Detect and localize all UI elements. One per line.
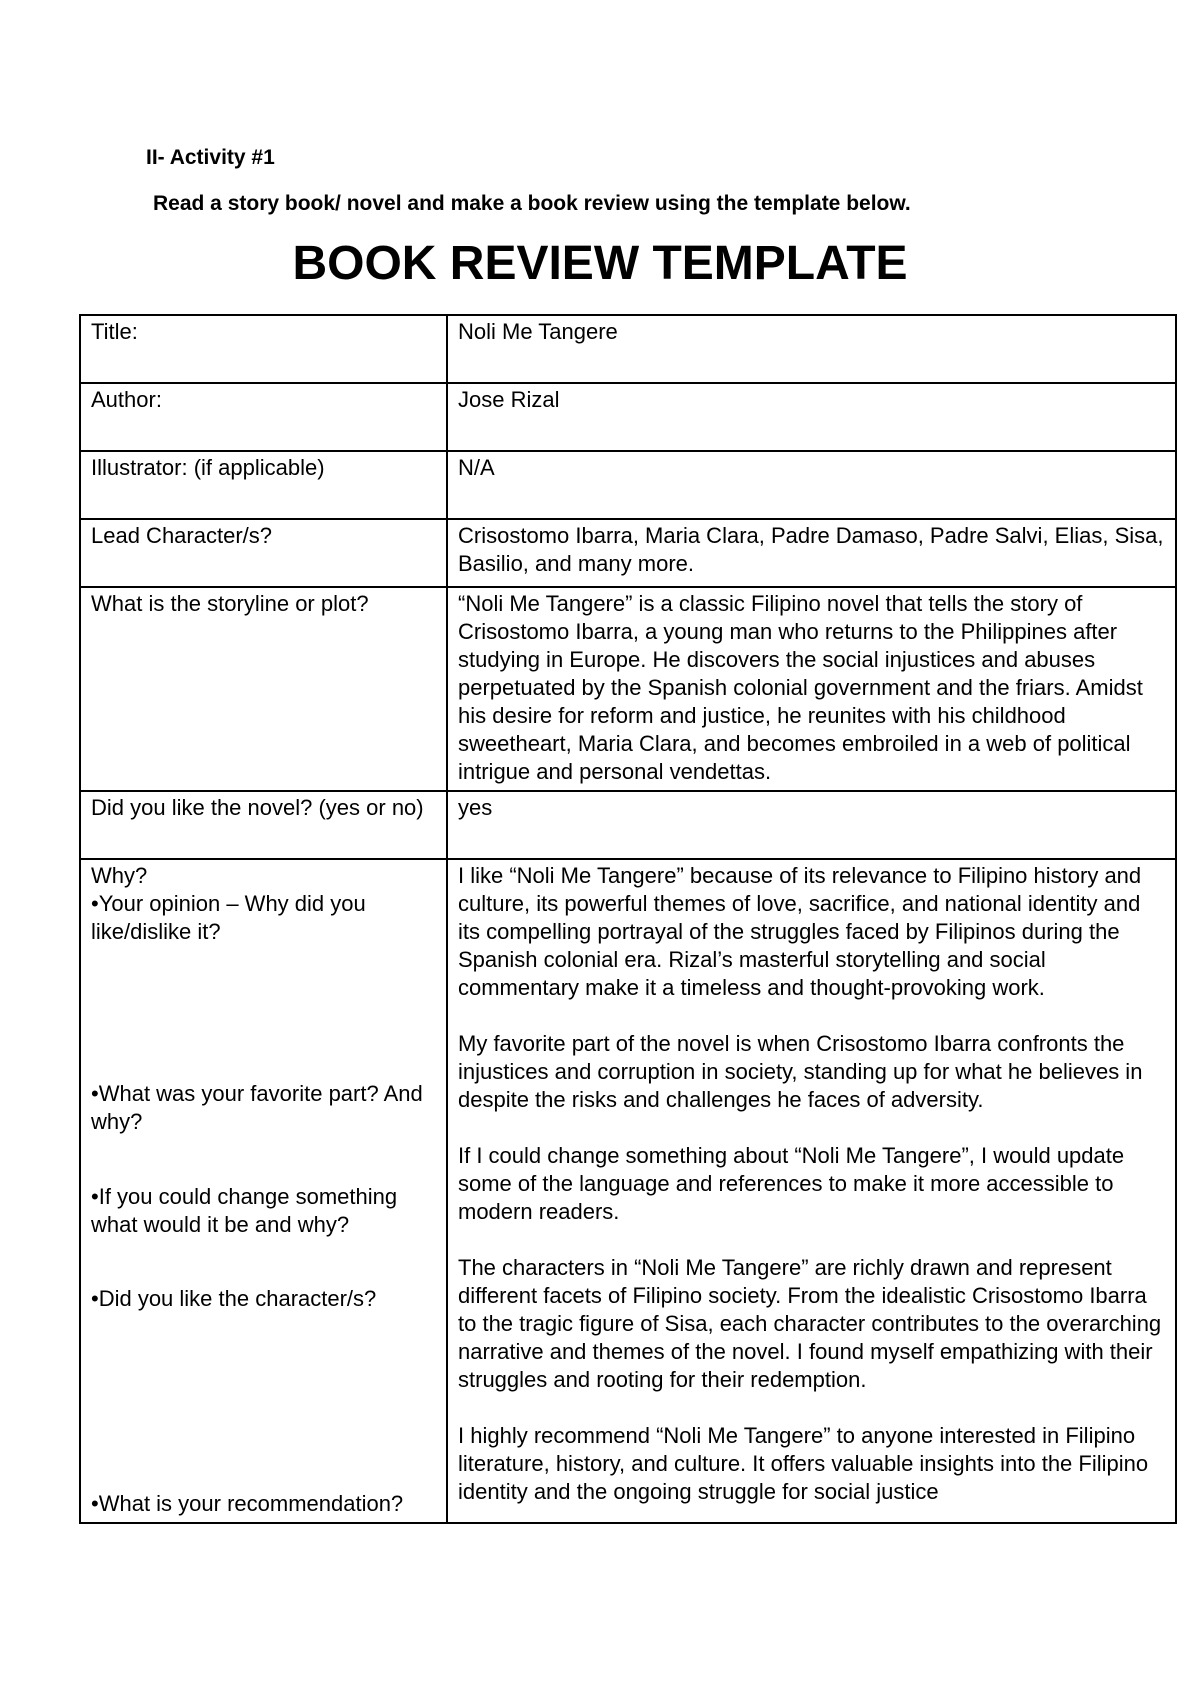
table-row [80, 859, 1176, 1523]
activity-heading: II- Activity #1 [146, 146, 275, 169]
label-author: Author: [80, 383, 447, 451]
value-illustrator: N/A [447, 451, 1176, 519]
question-opinion: • Your opinion – Why did you like/dislike it? [91, 890, 436, 1080]
value-plot: “Noli Me Tangere” is a classic Filipino novel that tells the story of Crisostomo Ibarra, a young man who returns to the Philippines after studying in Europe. He discovers the social injustices and abuses perpetuated by the Spanish colonial government and the friars. Amidst his desire for reform and justice, he reunites with his childhood sweetheart, Maria Clara, and becomes embroiled in a web of political intrigue and personal vendettas. [447, 587, 1176, 791]
table-row [80, 383, 1176, 451]
table-row [80, 519, 1176, 587]
question-recommend: • What is your recommendation? [91, 1490, 436, 1518]
table-row [80, 315, 1176, 383]
answer-favorite: My favorite part of the novel is when Crisostomo Ibarra confronts the injustices and corruption in society, standing up for what he believes in despite the risks and challenges he faces of adversity. [458, 1031, 1143, 1112]
label-plot: What is the storyline or plot? [80, 587, 447, 791]
label-lead-characters: Lead Character/s? [80, 519, 447, 587]
label-title: Title: [80, 315, 447, 383]
table-row [80, 791, 1176, 859]
document-title: BOOK REVIEW TEMPLATE [292, 237, 908, 290]
table-row [80, 587, 1176, 791]
question-characters: • Did you like the character/s? [91, 1285, 436, 1490]
answer-recommend: I highly recommend “Noli Me Tangere” to anyone interested in Filipino literature, history, and culture. It offers valuable insights into the Filipino identity and the ongoing struggle for social justice [458, 1423, 1149, 1504]
answer-characters: The characters in “Noli Me Tangere” are richly drawn and represent different facets of Filipino society. From the idealistic Crisostomo Ibarra to the tragic figure of Sisa, each character contributes to the overarching narrative and themes of the novel. I found myself empathizing with their struggles and rooting for their redemption. [458, 1255, 1162, 1392]
table-row [80, 451, 1176, 519]
book-review-table [79, 314, 1177, 1524]
answer-change: If I could change something about “Noli Me Tangere”, I would update some of the language and references to make it more accessible to modern readers. [458, 1143, 1125, 1224]
why-answers-cell [447, 859, 1176, 1523]
label-illustrator: Illustrator: (if applicable) [80, 451, 447, 519]
answer-opinion: I like “Noli Me Tangere” because of its relevance to Filipino history and culture, its powerful themes of love, sacrifice, and national identity and its compelling portrayal of the struggles faced by Filipinos during the Spanish colonial era. Rizal’s masterful storytelling and social commentary make it a timeless and thought-provoking work. [458, 863, 1142, 1000]
label-liked: Did you like the novel? (yes or no) [80, 791, 447, 859]
value-liked: yes [447, 791, 1176, 859]
value-lead-characters: Crisostomo Ibarra, Maria Clara, Padre Damaso, Padre Salvi, Elias, Sisa, Basilio, and many more. [447, 519, 1176, 587]
value-author: Jose Rizal [447, 383, 1176, 451]
question-favorite: • What was your favorite part? And why? [91, 1080, 436, 1183]
why-questions-cell [80, 859, 447, 1523]
why-label: Why? [91, 863, 148, 888]
instruction-text: Read a story book/ novel and make a book review using the template below. [153, 192, 911, 215]
question-change: • If you could change something what would it be and why? [91, 1183, 436, 1285]
value-title: Noli Me Tangere [447, 315, 1176, 383]
